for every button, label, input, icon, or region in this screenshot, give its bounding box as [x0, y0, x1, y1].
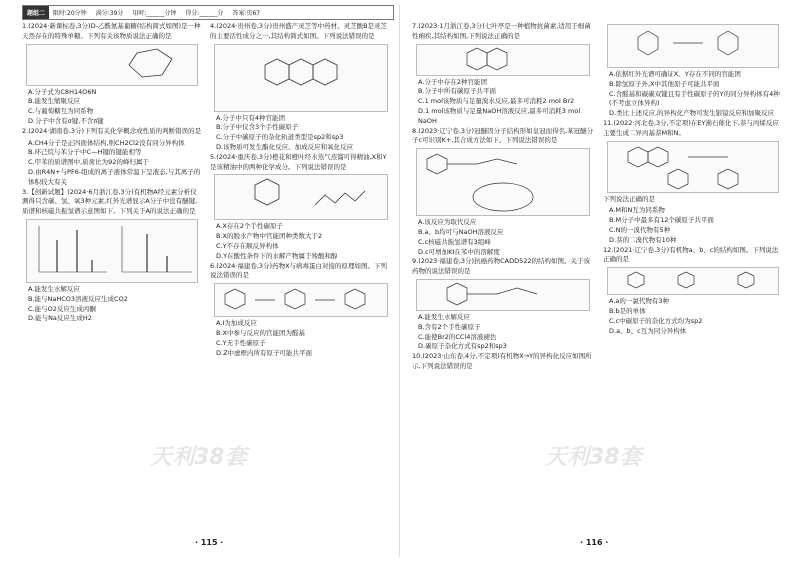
q9-option-d: D.碳原子杂化方式有sp2和sp3 [418, 342, 507, 351]
q8-option-a: A.该反应为取代反应 [418, 218, 477, 227]
q6-option-b: B.X中参与反应的官能团为醛基 [216, 328, 305, 337]
q4-option-a: A.分子中只有4种官能团 [216, 113, 286, 122]
q4-option-d: D.该物质可发生酯化反应、加成反应和氧化反应 [216, 142, 354, 151]
column-2 [210, 22, 392, 358]
question-3: 3.【创新试题】(2024·6月浙江卷,3分)有机物A经元素分析仪测得只含碳、氢、氧3种元素,红外光谱显示A分子中没有醚键,质谱和核磁共振氢谱示意图如下。下列关于A的说法正确的是 [22, 187, 198, 216]
figure-q7-structure [416, 44, 590, 76]
q1-option-b: B.能发生缩聚反应 [28, 97, 81, 106]
q1-option-d: D.分子中含有σ键,不含π键 [28, 116, 104, 125]
question-2: 2.(2024·湖南卷,3分)下列有关化学概念或性质的判断错误的是 [22, 126, 202, 135]
q10-option-d: D.类比上述反应,的异构化产物可发生银镜反应和加聚反应 [609, 109, 775, 118]
q6-option-d: D.Z中虚框内所有原子可能共平面 [216, 348, 313, 357]
page-divider [399, 5, 400, 557]
q3-option-d: D.能与Na反应生成H2 [28, 314, 92, 323]
q8-option-b: B.a、b均可与NaOH溶液反应 [418, 227, 504, 236]
q2-option-d: D.由R4N+与PF6-组成的离子液体常温下呈液态,与其离子的体积较大有关 [28, 167, 201, 186]
figure-q10-isomerization [607, 24, 779, 68]
figure-q12-structures [607, 267, 779, 295]
q5-option-b: B.X的脱水产物中官能团种类数大于2 [216, 232, 323, 241]
question-9: 9.(2023·福建卷,3分)抗癌药物CADD522的结构如图。关于该药物的说法错误的是 [412, 257, 590, 276]
q7-option-d: D.1 mol该物质与足量NaOH溶液反应,最多可消耗3 mol NaOH [418, 106, 581, 125]
question-1: 1.(2024·新课标卷,3分)D-乙酰氨基葡糖(结构简式如图)是一种天然存在的特殊单糖。下列有关该物质说法正确的是 [22, 22, 201, 40]
header-bar [22, 5, 394, 20]
q9-option-c: C.能使Br2的CCl4溶液褪色 [418, 332, 497, 341]
q3-option-c: C.能与O2反应生成丙酮 [28, 304, 96, 313]
page-number-left: · 115 · [195, 538, 224, 547]
question-8: 8.(2023·辽宁卷,3分)冠醚因分子结构形如皇冠而得名,某冠醚分子c可识别K+,其合成方法如下。下列说法错误的是 [412, 126, 594, 145]
q7-option-c: C.1 mol该物质与足量溴水反应,最多可消耗2 mol Br2 [418, 97, 575, 106]
question-4: 4.(2024·贵州卷,3分)贵州盛产灵芝等中药材。灵芝酸B是灵芝的主要活性成分之一,其结构简式如图。下列说法错误的是 [210, 22, 388, 40]
q5-option-d: D.Y在酸性条件下的水解产物属于羧酸和醇 [216, 251, 338, 260]
q11-option-b: B.M分子中最多有12个碳原子共平面 [609, 216, 714, 225]
q11-stem: 下列说法正确的是 [603, 194, 655, 203]
column-3 [412, 22, 594, 374]
time-used: 用时:______分钟 [132, 10, 177, 17]
time-limit: 限时:20分钟 [53, 10, 87, 17]
q10-option-b: B.除氢原子外,X中其他原子可能共平面 [609, 79, 720, 88]
q11-option-a: A.M和N互为同系物 [609, 206, 665, 215]
question-6: 6.(2024·福建卷,3分)药物X与病毒蛋白对接的原理如图。下列说法错误的是 [210, 261, 388, 280]
column-4 [603, 22, 783, 336]
q4-option-c: C.分子中碳原子的杂化轨道类型是sp2和sp3 [216, 133, 344, 142]
q12-option-c: C.c中碳原子的杂化方式均为sp2 [609, 316, 703, 325]
question-11: 11.(2022·河北卷,3分,不定项)在EY沸石催化下,萘与丙烯反应主要生成二异丙基萘M和N。 [603, 118, 779, 137]
question-10: 10.(2023·山东卷,4分,不定项)有机物X→Y的异构化反应如图所示,下列说法错误的是 [412, 352, 592, 370]
q7-option-b: B.分子中所有碳原子共平面 [418, 87, 497, 96]
watermark-left: 天利38套 [150, 445, 247, 470]
score-got: 得分:______分 [185, 10, 224, 17]
answer-ref: 答案:页67 [232, 10, 261, 17]
figure-q6-reaction [214, 283, 388, 317]
column-1 [22, 22, 202, 324]
q3-option-a: A.能发生水解反应 [28, 284, 80, 293]
figure-q8-synthesis [416, 148, 590, 216]
q6-option-c: C.Y无手性碳原子 [216, 338, 266, 347]
q7-option-a: A.分子中存在2种官能团 [418, 77, 488, 86]
q12-option-a: A.a的一氯代物有3种 [609, 297, 670, 306]
q6-option-a: A.Ⅰ为加成反应 [216, 319, 257, 328]
q2-option-a: A.CH4分子是正四面体结构,则CH2Cl2没有同分异构体 [28, 138, 185, 147]
figure-q4-structure [214, 44, 388, 112]
q11-option-d: D.萘的二溴代物有10种 [609, 235, 677, 244]
q4-option-b: B.分子中仅含3个手性碳原子 [216, 123, 299, 132]
q9-option-a: A.能发生水解反应 [418, 312, 470, 321]
q11-option-c: C.N的一溴代物有5种 [609, 225, 671, 234]
q2-option-c: C.甲苯的质谱图中,质荷比为92的峰归属于 [28, 158, 149, 167]
figure-q9-structure [416, 279, 590, 311]
q10-option-a: A.依据红外光谱可确证X、Y存在不同的官能团 [609, 70, 741, 78]
watermark-right: 天利38套 [545, 445, 642, 470]
group-tag: 题组二 [23, 6, 49, 19]
question-12: 12.(2021·辽宁卷,3分)有机物a、b、c的结构如图。下列说法正确的是 [603, 245, 779, 264]
q5-option-a: A.X存在2个手性碳原子 [216, 222, 283, 231]
q5-option-c: C.Y不存在顺反异构体 [216, 241, 279, 250]
q9-option-b: B.含有2个手性碳原子 [418, 322, 481, 331]
question-5: 5.(2024·重庆卷,3分)橙花和橙叶经水蒸气蒸馏可得精油,X和Y是该精油中的两种化学成分。下列说法错误的是 [210, 152, 387, 171]
q1-option-c: C.与葡萄糖互为同系物 [28, 107, 94, 116]
figure-q11-reaction [607, 141, 779, 193]
q8-option-c: C.c核磁共振氢谱有3组峰 [418, 237, 491, 246]
q10-option-c: C.含醛基和碳碳双键且有手性碳原子的Y的同分异构体有4种(不考虑立体异构) [609, 89, 780, 108]
figure-q5-structures [214, 174, 388, 220]
q12-option-b: B.b是的单体 [609, 306, 646, 315]
figure-q1-structure [26, 44, 198, 86]
figure-q3-spectra [26, 219, 198, 283]
q12-option-d: D.a、b、c互为同分异构体 [609, 326, 687, 335]
q2-option-b: B.环己烷与苯分子中C—H键的键能相等 [28, 148, 142, 157]
page-number-right: · 116 · [580, 538, 609, 547]
q1-option-a: A.分子式为C8H14O6N [28, 87, 97, 96]
q3-option-b: B.能与NaHCO3溶液反应生成CO2 [28, 294, 128, 303]
question-7: 7.(2023·1月浙江卷,3分)七叶亭是一种植物抗菌素,适用于细菌性痢疾,其结构如图,下列说法正确的是 [412, 22, 591, 40]
q8-option-d: D.c可增加KI在苯中的溶解度 [418, 247, 500, 256]
full-score: 满分:39分 [95, 10, 124, 17]
